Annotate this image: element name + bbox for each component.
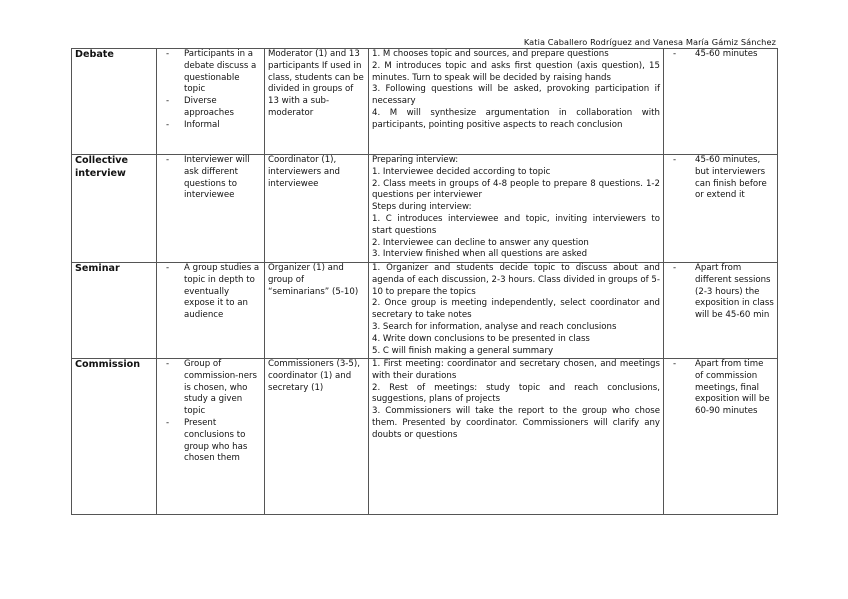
duration-text: - Apart from different sessions (2-3 hours) the exposition in class will be 45-60 min <box>667 263 774 322</box>
roles-cell: Moderator (1) and 13 participants If used in class, students can be divided in groups of 13 with a sub-moderator <box>265 49 369 155</box>
duration-text: - Apart from time of commission meetings, final exposition will be 60-90 minutes <box>667 359 774 418</box>
procedure-step: Preparing interview: <box>372 155 459 165</box>
table-row <box>72 155 778 263</box>
duration-text: - 45-60 minutes <box>667 49 774 61</box>
procedure-step: 2. Interviewee can decline to answer any question <box>372 237 589 248</box>
roles-cell: Organizer (1) and group of “seminarians” (5-10) <box>265 263 369 359</box>
procedure-step: 2. M introduces topic and asks first question (axis question), 15 minutes. Turn to speak will be decided by raising hands <box>372 60 660 83</box>
procedure-step: 1. M chooses topic and sources, and prepare questions <box>372 49 609 59</box>
feature-item: - Informal <box>160 120 261 132</box>
features-cell <box>157 359 265 515</box>
procedure-step: 3. Search for information, analyse and reach conclusions <box>372 321 617 332</box>
feature-item: - Interviewer will ask different questions to interviewee <box>160 155 261 202</box>
procedure-step: 3. Following questions will be asked, provoking participation if necessary <box>372 84 660 107</box>
table-row <box>72 359 778 515</box>
procedure-step: Steps during interview: <box>372 202 472 213</box>
features-cell <box>157 263 265 359</box>
procedure-step: 4. Write down conclusions to be presented in class <box>372 333 590 344</box>
header-authors: Katia Caballero Rodríguez and Vanesa María Gámiz Sánchez <box>523 37 776 47</box>
techniques-table <box>71 48 778 515</box>
feature-item: - Present conclusions to group who has chosen them <box>160 418 261 465</box>
procedure-step: 2. Class meets in groups of 4-8 people to prepare 8 questions. 1-2 questions per interviewer <box>372 178 660 201</box>
procedure-step: 1. Organizer and students decide topic to discuss about and agenda of each discussion, 2-3 hours. Class divided in groups of 5-10 to prepare the topics <box>372 263 660 297</box>
procedure-step: 1. Interviewee decided according to topic <box>372 166 551 177</box>
procedure-cell <box>369 49 664 155</box>
feature-item: - Group of commission-ners is chosen, who study a given topic <box>160 359 261 418</box>
technique-name: Collective interview <box>72 155 157 263</box>
technique-name: Commission <box>72 359 157 515</box>
features-cell <box>157 49 265 155</box>
duration-cell <box>664 155 778 263</box>
roles-cell: Commissioners (3-5), coordinator (1) and secretary (1) <box>265 359 369 515</box>
procedure-step: 3. Commissioners will take the report to the group who chose them. Presented by coordinator. Commissioners will clarify any doubts or questions <box>372 406 660 440</box>
technique-name: Debate <box>72 49 157 155</box>
procedure-cell <box>369 359 664 515</box>
procedure-step: 1. First meeting: coordinator and secretary chosen, and meetings with their durations <box>372 359 660 381</box>
procedure-step: 2. Once group is meeting independently, select coordinator and secretary to take notes <box>372 298 660 321</box>
duration-cell <box>664 359 778 515</box>
procedure-cell <box>369 155 664 263</box>
procedure-cell <box>369 263 664 359</box>
procedure-step: 4. M will synthesize argumentation in collaboration with participants, pointing positive aspects to reach conclusion <box>372 107 660 130</box>
duration-cell <box>664 49 778 155</box>
procedure-step: 2. Rest of meetings: study topic and reach conclusions, suggestions, plans of projects <box>372 382 660 405</box>
technique-name: Seminar <box>72 263 157 359</box>
procedure-step: 1. C introduces interviewee and topic, inviting interviewers to start questions <box>372 213 660 236</box>
roles-cell: Coordinator (1), interviewers and interviewee <box>265 155 369 263</box>
feature-item: - A group studies a topic in depth to eventually expose it to an audience <box>160 263 261 322</box>
procedure-step: 3. Interview finished when all questions are asked <box>372 249 588 260</box>
table-row <box>72 263 778 359</box>
duration-cell <box>664 263 778 359</box>
feature-item: - Participants in a debate discuss a questionable topic <box>160 49 261 96</box>
feature-item: - Diverse approaches <box>160 96 261 120</box>
duration-text: - 45-60 minutes, but interviewers can finish before or extend it <box>667 155 774 202</box>
features-cell <box>157 155 265 263</box>
procedure-step: 5. C will finish making a general summary <box>372 345 554 356</box>
table-row <box>72 49 778 155</box>
